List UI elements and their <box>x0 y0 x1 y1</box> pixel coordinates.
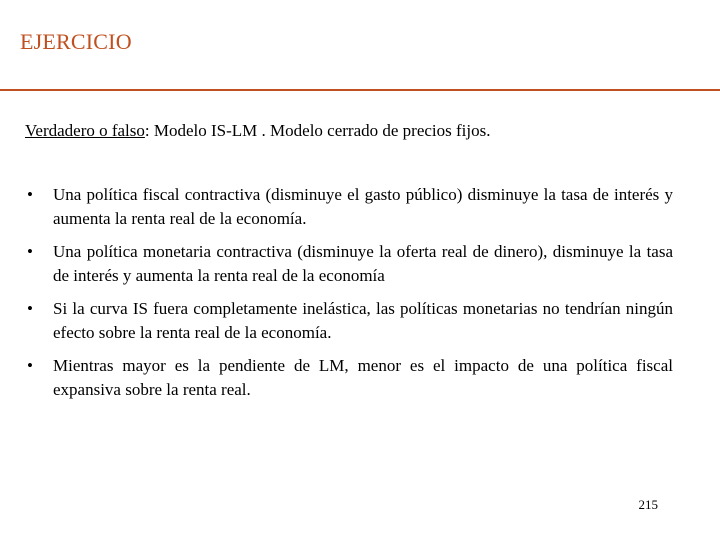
statement-text: Mientras mayor es la pendiente de LM, menor es el impacto de una política fiscal expansiva sobre la renta real. <box>53 356 673 399</box>
bullet-icon: • <box>27 242 33 261</box>
bullet-icon: • <box>27 299 33 318</box>
statement-item <box>25 297 673 345</box>
statement-item <box>25 354 673 402</box>
statement-item <box>25 183 673 231</box>
statement-text: Si la curva IS fuera completamente inelástica, las políticas monetarias no tendrían ningún efecto sobre la renta real de la economía. <box>53 299 673 342</box>
statement-item <box>25 240 673 288</box>
bullet-icon: • <box>27 185 33 204</box>
page-number: 215 <box>638 497 658 512</box>
title-divider <box>0 89 720 91</box>
instruction-lead: Verdadero o falso <box>25 121 145 140</box>
slide-title: EJERCICIO <box>20 29 132 54</box>
statement-list <box>25 183 673 411</box>
statement-text: Una política fiscal contractiva (disminuye el gasto público) disminuye la tasa de interés y aumenta la renta real de la economía. <box>53 185 673 228</box>
statement-text: Una política monetaria contractiva (disminuye la oferta real de dinero), disminuye la tasa de interés y aumenta la renta real de la economía <box>53 242 673 285</box>
bullet-icon: • <box>27 356 33 375</box>
exercise-instruction <box>25 121 491 141</box>
instruction-text: : Modelo IS-LM . Modelo cerrado de precios fijos. <box>144 121 491 140</box>
